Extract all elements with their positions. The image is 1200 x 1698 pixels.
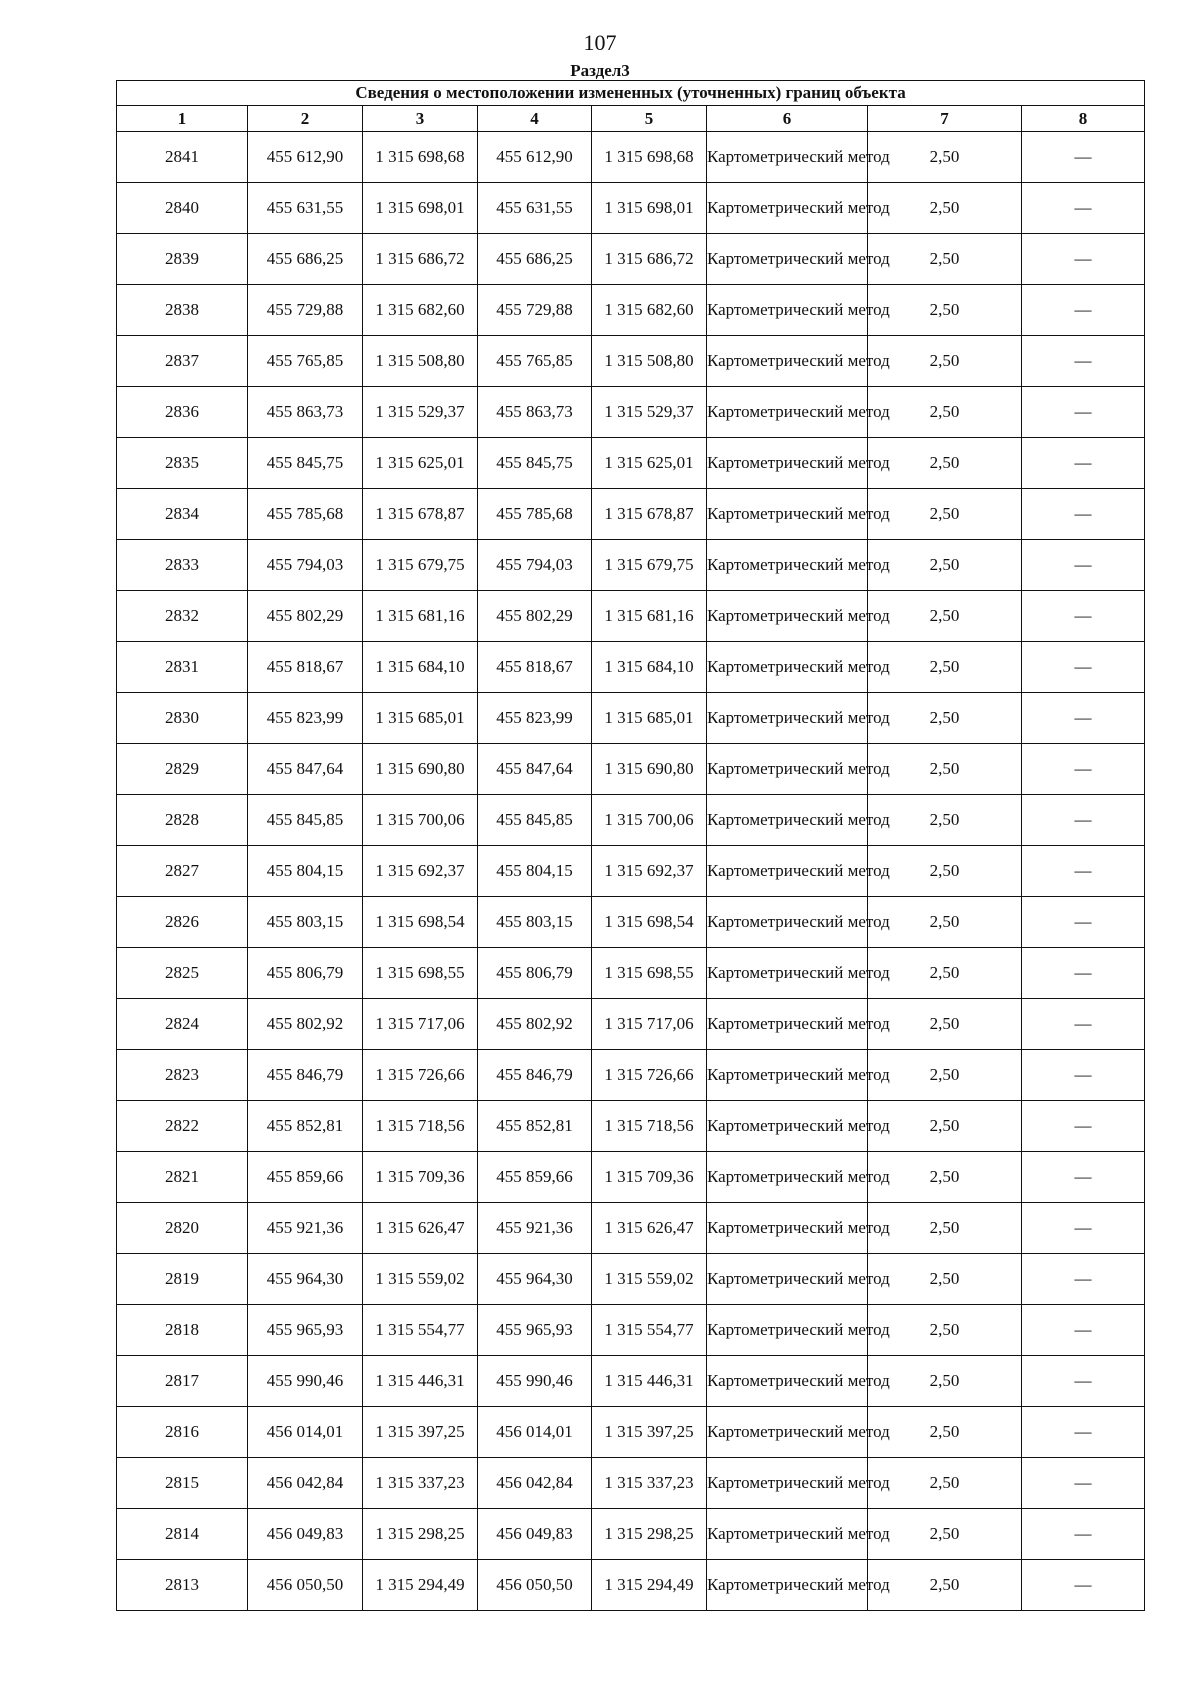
table-row: [117, 1356, 1145, 1407]
new-y-cell: 1 315 726,66: [592, 1050, 707, 1101]
table-row: [117, 1101, 1145, 1152]
new-y-cell: 1 315 692,37: [592, 846, 707, 897]
method-cell: Картометрический метод: [707, 897, 868, 948]
point-number-cell: 2835: [117, 438, 248, 489]
precision-cell: 2,50: [868, 1407, 1022, 1458]
method-cell: Картометрический метод: [707, 948, 868, 999]
point-number-cell: 2820: [117, 1203, 248, 1254]
precision-cell: 2,50: [868, 1050, 1022, 1101]
table-row: [117, 1152, 1145, 1203]
note-cell: —: [1022, 1050, 1145, 1101]
method-cell: Картометрический метод: [707, 183, 868, 234]
new-y-cell: 1 315 679,75: [592, 540, 707, 591]
existing-y-cell: 1 315 446,31: [363, 1356, 478, 1407]
existing-y-cell: 1 315 337,23: [363, 1458, 478, 1509]
existing-y-cell: 1 315 625,01: [363, 438, 478, 489]
new-y-cell: 1 315 529,37: [592, 387, 707, 438]
existing-x-cell: 455 802,92: [248, 999, 363, 1050]
table-row: [117, 1407, 1145, 1458]
existing-x-cell: 455 818,67: [248, 642, 363, 693]
table-row: [117, 387, 1145, 438]
new-y-cell: 1 315 626,47: [592, 1203, 707, 1254]
point-number-cell: 2819: [117, 1254, 248, 1305]
new-x-cell: 455 686,25: [478, 234, 592, 285]
new-x-cell: 455 964,30: [478, 1254, 592, 1305]
note-cell: —: [1022, 489, 1145, 540]
existing-x-cell: 455 794,03: [248, 540, 363, 591]
method-cell: Картометрический метод: [707, 1050, 868, 1101]
new-y-cell: 1 315 294,49: [592, 1560, 707, 1611]
existing-x-cell: 455 847,64: [248, 744, 363, 795]
existing-x-cell: 455 804,15: [248, 846, 363, 897]
note-cell: —: [1022, 1458, 1145, 1509]
method-cell: Картометрический метод: [707, 1560, 868, 1611]
point-number-cell: 2822: [117, 1101, 248, 1152]
existing-y-cell: 1 315 685,01: [363, 693, 478, 744]
existing-y-cell: 1 315 559,02: [363, 1254, 478, 1305]
note-cell: —: [1022, 744, 1145, 795]
existing-x-cell: 455 803,15: [248, 897, 363, 948]
new-y-cell: 1 315 554,77: [592, 1305, 707, 1356]
new-x-cell: 455 852,81: [478, 1101, 592, 1152]
new-x-cell: 455 845,75: [478, 438, 592, 489]
point-number-cell: 2816: [117, 1407, 248, 1458]
table-row: [117, 1458, 1145, 1509]
existing-y-cell: 1 315 709,36: [363, 1152, 478, 1203]
column-header: 1: [117, 106, 248, 132]
note-cell: —: [1022, 1509, 1145, 1560]
precision-cell: 2,50: [868, 693, 1022, 744]
precision-cell: 2,50: [868, 183, 1022, 234]
method-cell: Картометрический метод: [707, 489, 868, 540]
table-row: [117, 693, 1145, 744]
section-title: Раздел3: [570, 61, 630, 80]
note-cell: —: [1022, 1152, 1145, 1203]
table-row: [117, 744, 1145, 795]
new-y-cell: 1 315 718,56: [592, 1101, 707, 1152]
new-y-cell: 1 315 698,01: [592, 183, 707, 234]
method-cell: Картометрический метод: [707, 846, 868, 897]
existing-y-cell: 1 315 678,87: [363, 489, 478, 540]
note-cell: —: [1022, 591, 1145, 642]
column-header: 4: [478, 106, 592, 132]
new-x-cell: 455 965,93: [478, 1305, 592, 1356]
existing-y-cell: 1 315 686,72: [363, 234, 478, 285]
existing-x-cell: 455 863,73: [248, 387, 363, 438]
existing-y-cell: 1 315 679,75: [363, 540, 478, 591]
new-x-cell: 456 014,01: [478, 1407, 592, 1458]
existing-y-cell: 1 315 529,37: [363, 387, 478, 438]
method-cell: Картометрический метод: [707, 1356, 868, 1407]
note-cell: —: [1022, 693, 1145, 744]
table-row: [117, 1203, 1145, 1254]
table-row: [117, 183, 1145, 234]
note-cell: —: [1022, 183, 1145, 234]
column-header: 5: [592, 106, 707, 132]
new-y-cell: 1 315 682,60: [592, 285, 707, 336]
new-x-cell: 455 806,79: [478, 948, 592, 999]
table-caption: Сведения о местоположении измененных (уточненных) границ объекта: [117, 81, 1145, 106]
new-y-cell: 1 315 690,80: [592, 744, 707, 795]
note-cell: —: [1022, 132, 1145, 183]
note-cell: —: [1022, 642, 1145, 693]
table-row: [117, 846, 1145, 897]
existing-x-cell: 456 014,01: [248, 1407, 363, 1458]
existing-y-cell: 1 315 681,16: [363, 591, 478, 642]
new-x-cell: 455 729,88: [478, 285, 592, 336]
precision-cell: 2,50: [868, 795, 1022, 846]
existing-y-cell: 1 315 718,56: [363, 1101, 478, 1152]
new-x-cell: 455 846,79: [478, 1050, 592, 1101]
precision-cell: 2,50: [868, 1305, 1022, 1356]
point-number-cell: 2834: [117, 489, 248, 540]
method-cell: Картометрический метод: [707, 693, 868, 744]
new-x-cell: 455 794,03: [478, 540, 592, 591]
method-cell: Картометрический метод: [707, 591, 868, 642]
point-number-cell: 2817: [117, 1356, 248, 1407]
point-number-cell: 2814: [117, 1509, 248, 1560]
precision-cell: 2,50: [868, 489, 1022, 540]
point-number-cell: 2838: [117, 285, 248, 336]
coordinates-table: [116, 80, 1145, 1611]
point-number-cell: 2828: [117, 795, 248, 846]
existing-y-cell: 1 315 682,60: [363, 285, 478, 336]
table-row: [117, 1050, 1145, 1101]
new-y-cell: 1 315 625,01: [592, 438, 707, 489]
existing-y-cell: 1 315 692,37: [363, 846, 478, 897]
existing-x-cell: 455 823,99: [248, 693, 363, 744]
point-number-cell: 2818: [117, 1305, 248, 1356]
precision-cell: 2,50: [868, 846, 1022, 897]
new-x-cell: 455 847,64: [478, 744, 592, 795]
existing-x-cell: 455 845,75: [248, 438, 363, 489]
new-x-cell: 455 921,36: [478, 1203, 592, 1254]
new-y-cell: 1 315 298,25: [592, 1509, 707, 1560]
method-cell: Картометрический метод: [707, 1509, 868, 1560]
new-y-cell: 1 315 709,36: [592, 1152, 707, 1203]
point-number-cell: 2813: [117, 1560, 248, 1611]
note-cell: —: [1022, 795, 1145, 846]
table-row: [117, 591, 1145, 642]
new-x-cell: 455 863,73: [478, 387, 592, 438]
new-y-cell: 1 315 698,54: [592, 897, 707, 948]
existing-x-cell: 455 806,79: [248, 948, 363, 999]
point-number-cell: 2824: [117, 999, 248, 1050]
existing-x-cell: 456 042,84: [248, 1458, 363, 1509]
note-cell: —: [1022, 1356, 1145, 1407]
method-cell: Картометрический метод: [707, 540, 868, 591]
point-number-cell: 2832: [117, 591, 248, 642]
method-cell: Картометрический метод: [707, 285, 868, 336]
precision-cell: 2,50: [868, 387, 1022, 438]
precision-cell: 2,50: [868, 591, 1022, 642]
note-cell: —: [1022, 1101, 1145, 1152]
new-y-cell: 1 315 397,25: [592, 1407, 707, 1458]
note-cell: —: [1022, 846, 1145, 897]
note-cell: —: [1022, 1407, 1145, 1458]
existing-x-cell: 455 845,85: [248, 795, 363, 846]
method-cell: Картометрический метод: [707, 1458, 868, 1509]
existing-x-cell: 455 631,55: [248, 183, 363, 234]
existing-x-cell: 455 729,88: [248, 285, 363, 336]
note-cell: —: [1022, 336, 1145, 387]
existing-x-cell: 456 049,83: [248, 1509, 363, 1560]
existing-x-cell: 455 802,29: [248, 591, 363, 642]
precision-cell: 2,50: [868, 1560, 1022, 1611]
table-row: [117, 285, 1145, 336]
note-cell: —: [1022, 438, 1145, 489]
existing-y-cell: 1 315 700,06: [363, 795, 478, 846]
point-number-cell: 2837: [117, 336, 248, 387]
new-x-cell: 455 612,90: [478, 132, 592, 183]
page-number: 107: [583, 30, 617, 55]
method-cell: Картометрический метод: [707, 132, 868, 183]
point-number-cell: 2830: [117, 693, 248, 744]
new-x-cell: 455 990,46: [478, 1356, 592, 1407]
new-y-cell: 1 315 686,72: [592, 234, 707, 285]
point-number-cell: 2841: [117, 132, 248, 183]
table-row: [117, 234, 1145, 285]
precision-cell: 2,50: [868, 1458, 1022, 1509]
existing-y-cell: 1 315 698,01: [363, 183, 478, 234]
new-x-cell: 455 785,68: [478, 489, 592, 540]
note-cell: —: [1022, 1254, 1145, 1305]
existing-y-cell: 1 315 508,80: [363, 336, 478, 387]
new-x-cell: 455 804,15: [478, 846, 592, 897]
table-row: [117, 642, 1145, 693]
precision-cell: 2,50: [868, 336, 1022, 387]
table-row: [117, 795, 1145, 846]
method-cell: Картометрический метод: [707, 999, 868, 1050]
table-row: [117, 999, 1145, 1050]
table-row: [117, 897, 1145, 948]
table-row: [117, 336, 1145, 387]
new-x-cell: 456 042,84: [478, 1458, 592, 1509]
table-row: [117, 438, 1145, 489]
method-cell: Картометрический метод: [707, 1407, 868, 1458]
precision-cell: 2,50: [868, 540, 1022, 591]
existing-x-cell: 455 921,36: [248, 1203, 363, 1254]
method-cell: Картометрический метод: [707, 387, 868, 438]
new-y-cell: 1 315 717,06: [592, 999, 707, 1050]
precision-cell: 2,50: [868, 132, 1022, 183]
point-number-cell: 2833: [117, 540, 248, 591]
new-x-cell: 455 765,85: [478, 336, 592, 387]
method-cell: Картометрический метод: [707, 234, 868, 285]
table-row: [117, 1509, 1145, 1560]
precision-cell: 2,50: [868, 948, 1022, 999]
new-y-cell: 1 315 337,23: [592, 1458, 707, 1509]
new-y-cell: 1 315 700,06: [592, 795, 707, 846]
new-y-cell: 1 315 698,55: [592, 948, 707, 999]
precision-cell: 2,50: [868, 1101, 1022, 1152]
new-x-cell: 456 050,50: [478, 1560, 592, 1611]
point-number-cell: 2840: [117, 183, 248, 234]
existing-x-cell: 455 965,93: [248, 1305, 363, 1356]
precision-cell: 2,50: [868, 1509, 1022, 1560]
new-x-cell: 455 823,99: [478, 693, 592, 744]
existing-x-cell: 455 964,30: [248, 1254, 363, 1305]
new-x-cell: 455 859,66: [478, 1152, 592, 1203]
existing-x-cell: 455 686,25: [248, 234, 363, 285]
table-header-row: [117, 106, 1145, 132]
existing-x-cell: 455 765,85: [248, 336, 363, 387]
existing-y-cell: 1 315 726,66: [363, 1050, 478, 1101]
table-body: [117, 132, 1145, 1611]
new-y-cell: 1 315 681,16: [592, 591, 707, 642]
point-number-cell: 2826: [117, 897, 248, 948]
note-cell: —: [1022, 897, 1145, 948]
existing-x-cell: 455 990,46: [248, 1356, 363, 1407]
column-header: 8: [1022, 106, 1145, 132]
existing-y-cell: 1 315 397,25: [363, 1407, 478, 1458]
method-cell: Картометрический метод: [707, 795, 868, 846]
existing-y-cell: 1 315 294,49: [363, 1560, 478, 1611]
new-x-cell: 456 049,83: [478, 1509, 592, 1560]
precision-cell: 2,50: [868, 438, 1022, 489]
method-cell: Картометрический метод: [707, 336, 868, 387]
method-cell: Картометрический метод: [707, 744, 868, 795]
new-x-cell: 455 803,15: [478, 897, 592, 948]
new-y-cell: 1 315 508,80: [592, 336, 707, 387]
new-x-cell: 455 802,29: [478, 591, 592, 642]
point-number-cell: 2831: [117, 642, 248, 693]
existing-x-cell: 456 050,50: [248, 1560, 363, 1611]
point-number-cell: 2815: [117, 1458, 248, 1509]
existing-x-cell: 455 612,90: [248, 132, 363, 183]
column-header: 7: [868, 106, 1022, 132]
precision-cell: 2,50: [868, 1356, 1022, 1407]
precision-cell: 2,50: [868, 999, 1022, 1050]
method-cell: Картометрический метод: [707, 438, 868, 489]
existing-x-cell: 455 859,66: [248, 1152, 363, 1203]
existing-y-cell: 1 315 690,80: [363, 744, 478, 795]
note-cell: —: [1022, 1203, 1145, 1254]
existing-y-cell: 1 315 554,77: [363, 1305, 478, 1356]
new-x-cell: 455 845,85: [478, 795, 592, 846]
column-header: 6: [707, 106, 868, 132]
note-cell: —: [1022, 285, 1145, 336]
table-row: [117, 540, 1145, 591]
method-cell: Картометрический метод: [707, 1101, 868, 1152]
existing-y-cell: 1 315 698,68: [363, 132, 478, 183]
existing-x-cell: 455 846,79: [248, 1050, 363, 1101]
existing-y-cell: 1 315 626,47: [363, 1203, 478, 1254]
precision-cell: 2,50: [868, 642, 1022, 693]
table-row: [117, 948, 1145, 999]
precision-cell: 2,50: [868, 285, 1022, 336]
note-cell: —: [1022, 387, 1145, 438]
note-cell: —: [1022, 948, 1145, 999]
table-caption-row: [117, 81, 1145, 106]
new-y-cell: 1 315 446,31: [592, 1356, 707, 1407]
new-y-cell: 1 315 684,10: [592, 642, 707, 693]
existing-y-cell: 1 315 298,25: [363, 1509, 478, 1560]
precision-cell: 2,50: [868, 897, 1022, 948]
point-number-cell: 2827: [117, 846, 248, 897]
method-cell: Картометрический метод: [707, 1254, 868, 1305]
note-cell: —: [1022, 999, 1145, 1050]
point-number-cell: 2821: [117, 1152, 248, 1203]
precision-cell: 2,50: [868, 234, 1022, 285]
new-y-cell: 1 315 685,01: [592, 693, 707, 744]
method-cell: Картометрический метод: [707, 642, 868, 693]
existing-y-cell: 1 315 698,55: [363, 948, 478, 999]
note-cell: —: [1022, 234, 1145, 285]
point-number-cell: 2823: [117, 1050, 248, 1101]
method-cell: Картометрический метод: [707, 1203, 868, 1254]
note-cell: —: [1022, 1305, 1145, 1356]
new-x-cell: 455 802,92: [478, 999, 592, 1050]
column-header: 3: [363, 106, 478, 132]
new-y-cell: 1 315 559,02: [592, 1254, 707, 1305]
precision-cell: 2,50: [868, 1152, 1022, 1203]
precision-cell: 2,50: [868, 1254, 1022, 1305]
existing-y-cell: 1 315 684,10: [363, 642, 478, 693]
new-y-cell: 1 315 678,87: [592, 489, 707, 540]
existing-y-cell: 1 315 717,06: [363, 999, 478, 1050]
column-header: 2: [248, 106, 363, 132]
method-cell: Картометрический метод: [707, 1305, 868, 1356]
table-row: [117, 1254, 1145, 1305]
new-x-cell: 455 818,67: [478, 642, 592, 693]
point-number-cell: 2829: [117, 744, 248, 795]
point-number-cell: 2839: [117, 234, 248, 285]
existing-x-cell: 455 852,81: [248, 1101, 363, 1152]
table-row: [117, 1560, 1145, 1611]
existing-x-cell: 455 785,68: [248, 489, 363, 540]
note-cell: —: [1022, 1560, 1145, 1611]
table-row: [117, 1305, 1145, 1356]
point-number-cell: 2825: [117, 948, 248, 999]
table-row: [117, 132, 1145, 183]
new-x-cell: 455 631,55: [478, 183, 592, 234]
table-row: [117, 489, 1145, 540]
note-cell: —: [1022, 540, 1145, 591]
point-number-cell: 2836: [117, 387, 248, 438]
new-y-cell: 1 315 698,68: [592, 132, 707, 183]
existing-y-cell: 1 315 698,54: [363, 897, 478, 948]
precision-cell: 2,50: [868, 744, 1022, 795]
method-cell: Картометрический метод: [707, 1152, 868, 1203]
precision-cell: 2,50: [868, 1203, 1022, 1254]
